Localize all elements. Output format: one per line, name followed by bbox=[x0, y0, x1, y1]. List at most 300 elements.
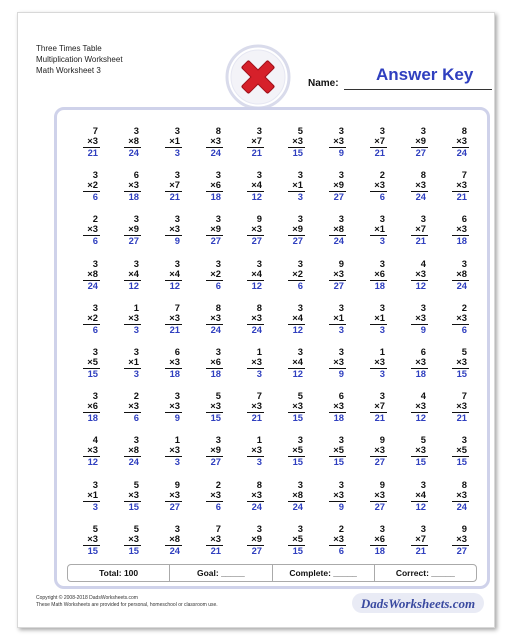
problem-multiplier: ×4 bbox=[415, 488, 426, 500]
problem-top-number: 3 bbox=[338, 125, 344, 136]
problem-multiplier: ×3 bbox=[333, 532, 344, 544]
problem bbox=[69, 166, 110, 210]
problem-multiplier: ×9 bbox=[292, 223, 303, 235]
problem-multiplier: ×3 bbox=[415, 267, 426, 279]
problem-answer: 9 bbox=[338, 500, 344, 512]
problem-multiplier: ×3 bbox=[169, 223, 180, 235]
problem-top-number: 3 bbox=[297, 257, 303, 269]
problem bbox=[356, 210, 397, 254]
problem-top-number: 3 bbox=[420, 213, 426, 225]
problem bbox=[192, 255, 233, 299]
problem bbox=[274, 476, 315, 520]
problem-top-number: 2 bbox=[338, 522, 344, 534]
problem bbox=[233, 122, 274, 166]
logo-text: DadsWorksheets.com bbox=[360, 596, 476, 611]
problem-answer: 9 bbox=[174, 412, 180, 424]
problem-multiplier: ×3 bbox=[210, 488, 221, 500]
problem-answer: 12 bbox=[415, 279, 426, 291]
problem-top-number: 3 bbox=[174, 213, 180, 225]
problem bbox=[192, 210, 233, 254]
problem-answer: 15 bbox=[292, 544, 303, 556]
problem-top-number: 3 bbox=[133, 434, 139, 446]
problem-answer: 21 bbox=[251, 412, 262, 424]
problem-top-number: 3 bbox=[215, 257, 221, 269]
problem bbox=[69, 343, 110, 387]
problem-multiplier: ×3 bbox=[169, 400, 180, 412]
problem-answer: 15 bbox=[292, 147, 303, 158]
problem bbox=[315, 166, 356, 210]
problem-answer: 27 bbox=[169, 500, 180, 512]
worksheet-subtitle: Multiplication Worksheet bbox=[36, 55, 123, 64]
problem bbox=[233, 476, 274, 520]
problem-answer: 24 bbox=[128, 147, 139, 158]
problem bbox=[274, 299, 315, 343]
problem-answer: 3 bbox=[256, 456, 262, 468]
problem-answer: 27 bbox=[456, 544, 467, 556]
problem-multiplier: ×3 bbox=[251, 444, 262, 456]
problem-answer: 9 bbox=[174, 235, 180, 247]
problem-answer: 18 bbox=[415, 367, 426, 379]
problem bbox=[356, 476, 397, 520]
problem bbox=[397, 387, 438, 431]
problem-answer: 21 bbox=[374, 412, 385, 424]
problem-answer: 12 bbox=[415, 412, 426, 424]
problem bbox=[151, 343, 192, 387]
problem-top-number: 3 bbox=[92, 478, 98, 490]
problem-top-number: 3 bbox=[420, 125, 426, 136]
problem bbox=[233, 520, 274, 564]
problem-answer: 3 bbox=[174, 456, 180, 468]
problem-answer: 12 bbox=[292, 367, 303, 379]
problem-answer: 15 bbox=[128, 544, 139, 556]
worksheet-title: Three Times Table bbox=[36, 44, 102, 53]
problem-multiplier: ×8 bbox=[333, 223, 344, 235]
name-label: Name: bbox=[308, 78, 339, 89]
problem-top-number: 8 bbox=[461, 478, 467, 490]
problem bbox=[438, 166, 479, 210]
problem-top-number: 3 bbox=[461, 434, 467, 446]
problem-answer: 15 bbox=[456, 367, 467, 379]
problem-answer: 21 bbox=[251, 147, 262, 158]
problem-answer: 6 bbox=[461, 323, 467, 335]
problem-top-number: 9 bbox=[256, 213, 262, 225]
problem-top-number: 5 bbox=[133, 478, 139, 490]
problem-answer: 6 bbox=[92, 323, 98, 335]
problem bbox=[274, 431, 315, 475]
problem-top-number: 6 bbox=[420, 345, 426, 357]
problem bbox=[397, 210, 438, 254]
problem-answer: 3 bbox=[174, 147, 180, 158]
problem-top-number: 5 bbox=[420, 434, 426, 446]
problem-multiplier: ×9 bbox=[210, 444, 221, 456]
problem-multiplier: ×2 bbox=[210, 267, 221, 279]
problem-top-number: 3 bbox=[461, 257, 467, 269]
problem-top-number: 1 bbox=[256, 434, 262, 446]
problem bbox=[356, 520, 397, 564]
name-field bbox=[308, 65, 498, 91]
problem-multiplier: ×9 bbox=[210, 223, 221, 235]
problem-answer: 9 bbox=[338, 147, 344, 158]
problem-multiplier: ×3 bbox=[415, 355, 426, 367]
problem-answer: 21 bbox=[374, 147, 385, 158]
problem bbox=[69, 387, 110, 431]
problem-top-number: 5 bbox=[133, 522, 139, 534]
copyright-notice bbox=[36, 595, 218, 609]
problem-multiplier: ×5 bbox=[333, 444, 344, 456]
problem bbox=[110, 387, 151, 431]
problem bbox=[438, 343, 479, 387]
problem bbox=[233, 166, 274, 210]
problem-top-number: 3 bbox=[174, 169, 180, 181]
worksheet-header bbox=[36, 43, 123, 76]
problem-top-number: 1 bbox=[379, 345, 385, 357]
problem-answer: 12 bbox=[415, 500, 426, 512]
problem-answer: 21 bbox=[456, 191, 467, 203]
problem-multiplier: ×5 bbox=[456, 444, 467, 456]
problem-answer: 27 bbox=[333, 279, 344, 291]
problem bbox=[315, 299, 356, 343]
problem-multiplier: ×3 bbox=[415, 400, 426, 412]
problem-answer: 24 bbox=[251, 500, 262, 512]
problem-top-number: 5 bbox=[297, 125, 303, 136]
problem bbox=[69, 210, 110, 254]
problem-top-number: 1 bbox=[256, 345, 262, 357]
problem bbox=[69, 299, 110, 343]
worksheet-page bbox=[17, 12, 495, 628]
problem-top-number: 3 bbox=[256, 257, 262, 269]
problem-answer: 6 bbox=[338, 544, 344, 556]
problem bbox=[110, 166, 151, 210]
problem bbox=[356, 255, 397, 299]
problem-top-number: 9 bbox=[379, 478, 385, 490]
problem-top-number: 3 bbox=[420, 301, 426, 313]
problem-multiplier: ×8 bbox=[456, 267, 467, 279]
problem-top-number: 3 bbox=[297, 169, 303, 181]
problem-top-number: 8 bbox=[461, 125, 467, 136]
problem bbox=[192, 343, 233, 387]
problem-answer: 24 bbox=[456, 147, 467, 158]
problem-multiplier: ×3 bbox=[251, 223, 262, 235]
problem-multiplier: ×5 bbox=[87, 355, 98, 367]
problem-multiplier: ×3 bbox=[374, 355, 385, 367]
problem-top-number: 6 bbox=[174, 345, 180, 357]
problem-top-number: 3 bbox=[215, 434, 221, 446]
problem-top-number: 5 bbox=[297, 390, 303, 402]
problem bbox=[151, 210, 192, 254]
problem-answer: 15 bbox=[333, 456, 344, 468]
problem-answer: 15 bbox=[210, 412, 221, 424]
problem-answer: 24 bbox=[128, 456, 139, 468]
problem-multiplier: ×3 bbox=[251, 355, 262, 367]
problem-multiplier: ×3 bbox=[415, 444, 426, 456]
problem-top-number: 3 bbox=[338, 213, 344, 225]
problem-answer: 18 bbox=[374, 544, 385, 556]
problem bbox=[233, 431, 274, 475]
problem-top-number: 3 bbox=[297, 522, 303, 534]
problem-multiplier: ×3 bbox=[169, 444, 180, 456]
problem-answer: 3 bbox=[256, 367, 262, 379]
problem bbox=[192, 299, 233, 343]
problem-top-number: 6 bbox=[133, 169, 139, 181]
problem-top-number: 1 bbox=[133, 301, 139, 313]
problem bbox=[397, 122, 438, 166]
problem-multiplier: ×3 bbox=[374, 444, 385, 456]
problem-multiplier: ×3 bbox=[456, 400, 467, 412]
total-count: Total: 100 bbox=[68, 565, 170, 581]
problem-answer: 21 bbox=[456, 412, 467, 424]
problem bbox=[151, 255, 192, 299]
problem-multiplier: ×9 bbox=[415, 135, 426, 146]
problem-answer: 15 bbox=[87, 544, 98, 556]
problem bbox=[274, 343, 315, 387]
problem bbox=[397, 166, 438, 210]
problem-answer: 27 bbox=[128, 235, 139, 247]
problem-answer: 6 bbox=[92, 191, 98, 203]
problem-answer: 6 bbox=[92, 235, 98, 247]
problem-answer: 27 bbox=[292, 235, 303, 247]
problem bbox=[274, 520, 315, 564]
problem-answer: 3 bbox=[297, 191, 303, 203]
problem-multiplier: ×3 bbox=[456, 532, 467, 544]
problem-answer: 15 bbox=[292, 412, 303, 424]
problem-top-number: 5 bbox=[461, 345, 467, 357]
problem-top-number: 3 bbox=[379, 301, 385, 313]
problem bbox=[69, 431, 110, 475]
problem-top-number: 3 bbox=[379, 125, 385, 136]
problem-top-number: 3 bbox=[420, 478, 426, 490]
problem-multiplier: ×3 bbox=[128, 400, 139, 412]
problem-top-number: 3 bbox=[338, 345, 344, 357]
problem bbox=[69, 122, 110, 166]
problem-multiplier: ×7 bbox=[374, 400, 385, 412]
problem-multiplier: ×3 bbox=[333, 400, 344, 412]
problem-multiplier: ×8 bbox=[169, 532, 180, 544]
problem-top-number: 3 bbox=[92, 257, 98, 269]
problem-answer: 18 bbox=[333, 412, 344, 424]
problem-multiplier: ×3 bbox=[169, 311, 180, 323]
problem-multiplier: ×3 bbox=[456, 311, 467, 323]
dadsworksheets-logo[interactable] bbox=[352, 591, 484, 615]
problem-answer: 12 bbox=[128, 279, 139, 291]
problem-multiplier: ×6 bbox=[87, 400, 98, 412]
problem bbox=[356, 299, 397, 343]
problem bbox=[397, 431, 438, 475]
problem-top-number: 3 bbox=[174, 390, 180, 402]
problem-top-number: 3 bbox=[215, 345, 221, 357]
problem-top-number: 3 bbox=[92, 169, 98, 181]
problem-answer: 6 bbox=[215, 500, 221, 512]
problem-answer: 24 bbox=[87, 279, 98, 291]
problem-top-number: 2 bbox=[133, 390, 139, 402]
problem-multiplier: ×3 bbox=[87, 532, 98, 544]
problem-top-number: 3 bbox=[338, 169, 344, 181]
problem bbox=[438, 431, 479, 475]
problem bbox=[315, 431, 356, 475]
problem-multiplier: ×8 bbox=[128, 135, 139, 146]
copyright-line: Copyright © 2008-2018 DadsWorksheets.com bbox=[36, 595, 138, 601]
problem-top-number: 7 bbox=[461, 390, 467, 402]
problem-multiplier: ×3 bbox=[292, 135, 303, 146]
problem-multiplier: ×3 bbox=[251, 311, 262, 323]
problem-top-number: 5 bbox=[215, 390, 221, 402]
problem-top-number: 9 bbox=[338, 257, 344, 269]
problem-top-number: 3 bbox=[379, 213, 385, 225]
problem-multiplier: ×8 bbox=[128, 444, 139, 456]
problem bbox=[274, 255, 315, 299]
problem-multiplier: ×7 bbox=[169, 179, 180, 191]
problem-top-number: 3 bbox=[256, 125, 262, 136]
problem bbox=[356, 343, 397, 387]
problem-top-number: 4 bbox=[92, 434, 98, 446]
problem-answer: 3 bbox=[379, 235, 385, 247]
problem bbox=[151, 520, 192, 564]
problem bbox=[274, 122, 315, 166]
problem-answer: 24 bbox=[292, 500, 303, 512]
problem-top-number: 3 bbox=[297, 478, 303, 490]
problem-answer: 21 bbox=[169, 323, 180, 335]
problem-multiplier: ×3 bbox=[415, 179, 426, 191]
problem-answer: 24 bbox=[333, 235, 344, 247]
problem-top-number: 8 bbox=[420, 169, 426, 181]
problem bbox=[397, 299, 438, 343]
problem bbox=[397, 520, 438, 564]
problem bbox=[315, 343, 356, 387]
problem-answer: 3 bbox=[379, 323, 385, 335]
problem bbox=[110, 210, 151, 254]
problem-top-number: 3 bbox=[256, 169, 262, 181]
problem-multiplier: ×3 bbox=[456, 355, 467, 367]
usage-line: These Math Worksheets are provided for personal, homeschool or classroom use. bbox=[36, 602, 218, 608]
problem bbox=[151, 387, 192, 431]
problem-top-number: 3 bbox=[174, 522, 180, 534]
problem-answer: 12 bbox=[292, 323, 303, 335]
problem bbox=[315, 122, 356, 166]
problem-multiplier: ×8 bbox=[292, 488, 303, 500]
problem-multiplier: ×3 bbox=[87, 223, 98, 235]
problem-answer: 21 bbox=[415, 235, 426, 247]
problem-multiplier: ×3 bbox=[333, 135, 344, 146]
problem-multiplier: ×4 bbox=[128, 267, 139, 279]
problem-top-number: 8 bbox=[256, 478, 262, 490]
problem-multiplier: ×9 bbox=[333, 179, 344, 191]
problem-top-number: 3 bbox=[338, 301, 344, 313]
problem-answer: 9 bbox=[338, 367, 344, 379]
problem-top-number: 3 bbox=[215, 169, 221, 181]
problem-top-number: 7 bbox=[92, 125, 98, 136]
problem-answer: 12 bbox=[251, 279, 262, 291]
problem-multiplier: ×7 bbox=[415, 223, 426, 235]
problem-top-number: 2 bbox=[92, 213, 98, 225]
problem bbox=[69, 520, 110, 564]
problem-multiplier: ×1 bbox=[87, 488, 98, 500]
problem-multiplier: ×4 bbox=[251, 179, 262, 191]
problem-multiplier: ×3 bbox=[128, 488, 139, 500]
problem-top-number: 4 bbox=[420, 257, 426, 269]
problem bbox=[438, 210, 479, 254]
problem-multiplier: ×3 bbox=[128, 311, 139, 323]
problem-multiplier: ×3 bbox=[210, 135, 221, 146]
problem-multiplier: ×1 bbox=[292, 179, 303, 191]
problem bbox=[274, 387, 315, 431]
problem-top-number: 8 bbox=[256, 301, 262, 313]
problem bbox=[192, 166, 233, 210]
problem-answer: 27 bbox=[333, 191, 344, 203]
problem-multiplier: ×3 bbox=[210, 311, 221, 323]
problem-answer: 6 bbox=[215, 279, 221, 291]
problem-multiplier: ×3 bbox=[374, 179, 385, 191]
problem bbox=[274, 210, 315, 254]
problem-multiplier: ×4 bbox=[292, 311, 303, 323]
problem bbox=[397, 255, 438, 299]
problem-answer: 6 bbox=[297, 279, 303, 291]
problem-multiplier: ×2 bbox=[292, 267, 303, 279]
problem-answer: 15 bbox=[128, 500, 139, 512]
problem-multiplier: ×1 bbox=[128, 355, 139, 367]
problem-multiplier: ×3 bbox=[210, 400, 221, 412]
problem-multiplier: ×2 bbox=[87, 179, 98, 191]
problem-top-number: 3 bbox=[297, 301, 303, 313]
problem bbox=[110, 343, 151, 387]
problem-answer: 12 bbox=[87, 456, 98, 468]
problem-multiplier: ×3 bbox=[456, 179, 467, 191]
problem-answer: 21 bbox=[210, 544, 221, 556]
problem bbox=[151, 122, 192, 166]
problem-top-number: 3 bbox=[379, 390, 385, 402]
problem-top-number: 3 bbox=[133, 213, 139, 225]
problem-answer: 27 bbox=[415, 147, 426, 158]
problem bbox=[151, 431, 192, 475]
problem-answer: 27 bbox=[210, 235, 221, 247]
problem bbox=[233, 343, 274, 387]
problem-answer: 21 bbox=[415, 544, 426, 556]
problem-multiplier: ×3 bbox=[456, 135, 467, 146]
problem bbox=[192, 122, 233, 166]
problem-multiplier: ×8 bbox=[87, 267, 98, 279]
problem-multiplier: ×3 bbox=[333, 355, 344, 367]
problem-multiplier: ×6 bbox=[374, 532, 385, 544]
problem bbox=[110, 476, 151, 520]
red-x-mark-icon bbox=[224, 43, 292, 111]
problem-multiplier: ×3 bbox=[87, 135, 98, 146]
problem-top-number: 3 bbox=[338, 434, 344, 446]
problem-top-number: 3 bbox=[420, 522, 426, 534]
problem-multiplier: ×3 bbox=[333, 488, 344, 500]
problems-frame bbox=[54, 107, 490, 589]
problem-top-number: 3 bbox=[297, 213, 303, 225]
score-bar bbox=[67, 564, 477, 582]
problem-answer: 12 bbox=[251, 191, 262, 203]
problem bbox=[397, 476, 438, 520]
problem-top-number: 7 bbox=[461, 169, 467, 181]
problem-top-number: 8 bbox=[215, 301, 221, 313]
name-line bbox=[344, 89, 492, 90]
problem-top-number: 3 bbox=[133, 257, 139, 269]
problem-answer: 18 bbox=[169, 367, 180, 379]
problem-top-number: 9 bbox=[174, 478, 180, 490]
problem-multiplier: ×3 bbox=[169, 488, 180, 500]
problem-top-number: 3 bbox=[379, 257, 385, 269]
problem-top-number: 3 bbox=[297, 434, 303, 446]
problem-multiplier: ×4 bbox=[292, 355, 303, 367]
problem bbox=[151, 166, 192, 210]
problem-answer: 18 bbox=[210, 367, 221, 379]
problem-answer: 15 bbox=[456, 456, 467, 468]
problem-multiplier: ×3 bbox=[128, 179, 139, 191]
problem-top-number: 3 bbox=[215, 213, 221, 225]
problem-answer: 27 bbox=[251, 544, 262, 556]
problem-multiplier: ×3 bbox=[456, 488, 467, 500]
problem bbox=[110, 255, 151, 299]
